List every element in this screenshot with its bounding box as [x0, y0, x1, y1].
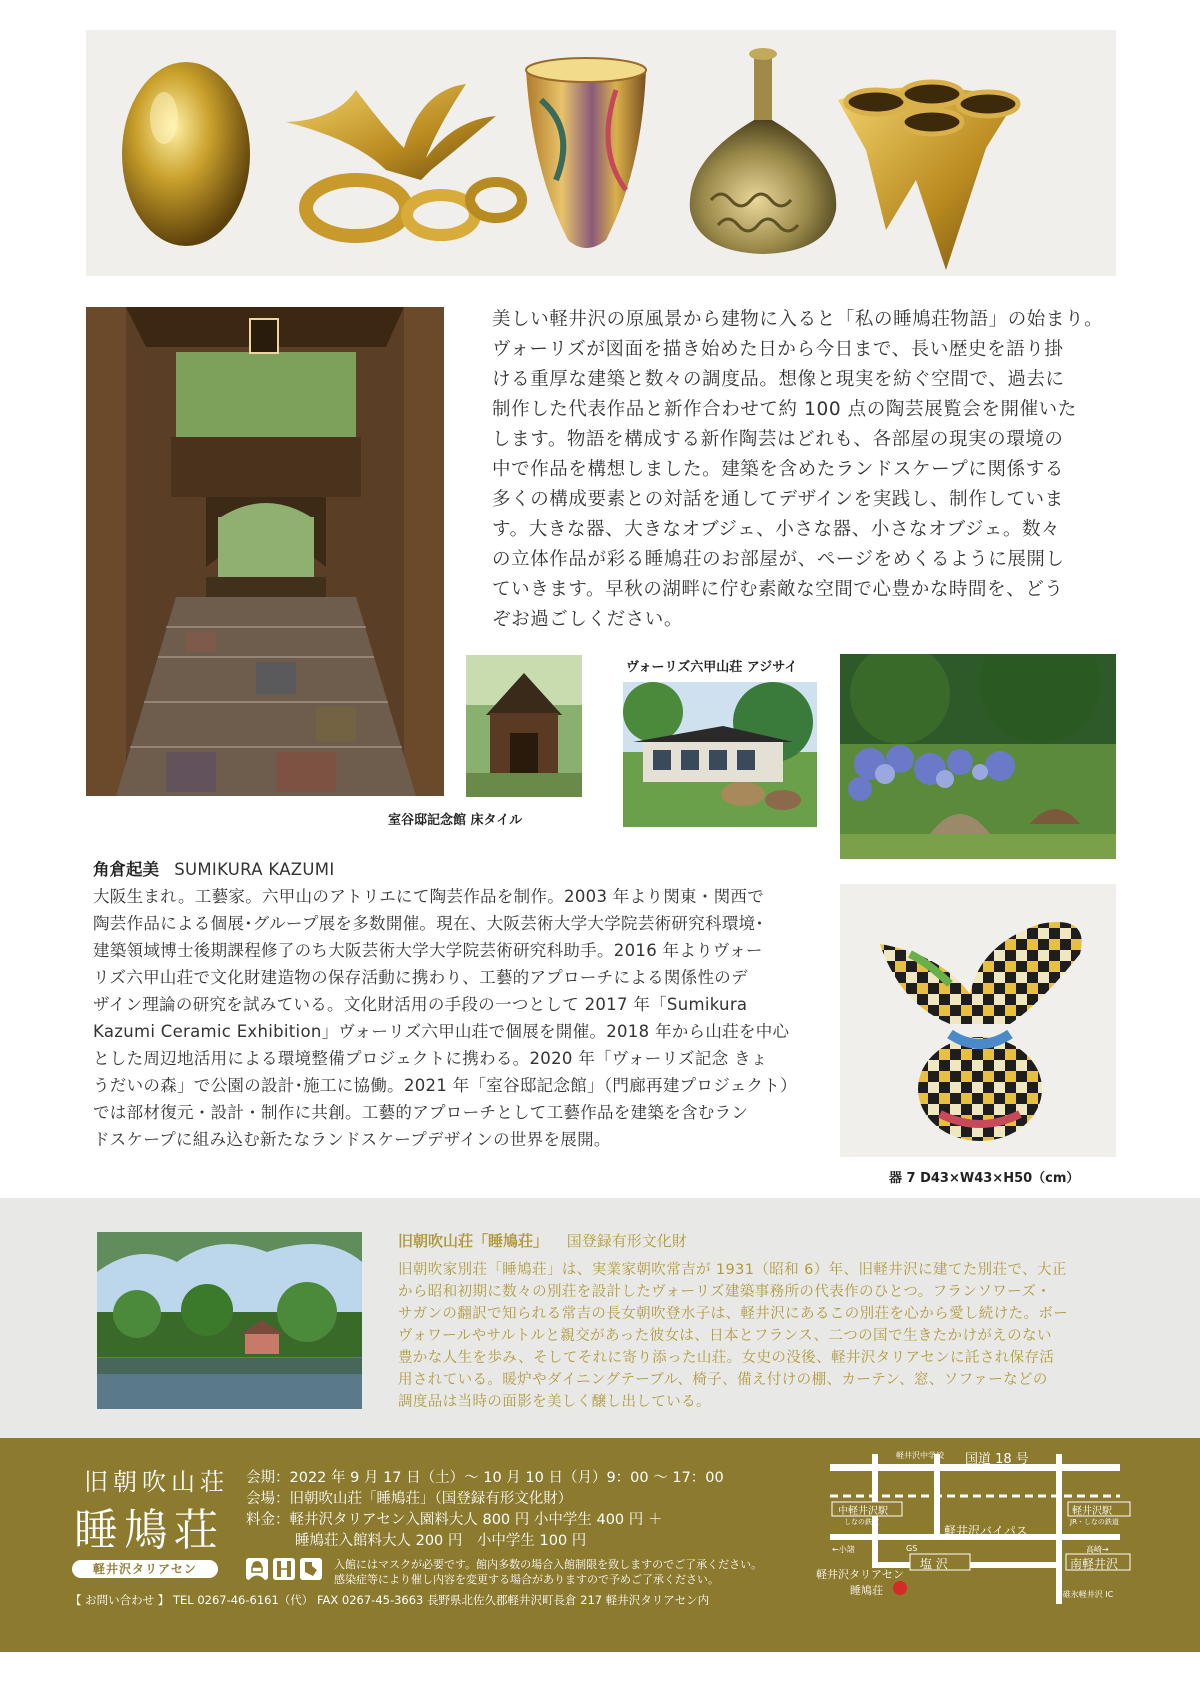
map-label: 軽井沢バイパス — [944, 1524, 1028, 1538]
intro-line: ていきます。早秋の湖畔に佇む素敵な空間で心豊かな時間を、どう — [492, 579, 1064, 600]
intro-line: ぞお過ごしください。 — [492, 609, 684, 630]
map-label: 中軽井沢駅 — [838, 1506, 888, 1517]
map-label: GS — [906, 1544, 918, 1553]
map-label: JR・しなの鉄道 — [1070, 1518, 1119, 1526]
hydrangea-caption: ヴォーリズ六甲山荘 アジサイ — [626, 660, 798, 675]
artist-name-jp: 角倉起美 — [93, 860, 159, 879]
villa-garden-photo — [623, 682, 817, 827]
artwork-photo — [840, 884, 1116, 1157]
ceramics-banner — [86, 30, 1116, 276]
map-label: 軽井沢タリアセン — [816, 1568, 904, 1581]
suikyuso-marker — [893, 1581, 907, 1595]
logo-small-text: 旧朝吹山荘 — [84, 1468, 229, 1496]
map-label: しなの鉄道 — [844, 1518, 879, 1526]
bio-line: とした周辺地活用による環境整備プロジェクトに携わる。2020 年「ヴォーリズ記念 きょ — [93, 1049, 768, 1068]
map-label: 睡鳩荘 — [850, 1584, 883, 1597]
mask-icon — [246, 1558, 268, 1580]
bio-line: では部材復元・設計・制作に共創。工藝的アプローチとして工藝作品を建築を含むラン — [93, 1103, 749, 1122]
ceramic-objects-illustration — [86, 30, 1116, 276]
villa-heading — [398, 1230, 687, 1251]
bio-line: リズ六甲山荘で文化財建造物の保存活動に携わり、工藝的アプローチによる関係性のデ — [93, 968, 748, 987]
intro-line: の立体作品が彩る睡鳩荘のお部屋が、ページをめくるように展開し — [492, 549, 1065, 570]
event-venue: 会場：旧朝吹山荘「睡鳩荘」（国登録有形文化財） — [246, 1491, 573, 1507]
building-photo — [466, 655, 582, 797]
bio-line: 大阪生まれ。工藝家。六甲山のアトリエにて陶芸作品を制作。2003 年より関東・関西で — [93, 887, 764, 906]
contact-info: 【 お問い合わせ 】 TEL 0267-46-6161（代） FAX 0267-45-3663 長野県北佐久郡軽井沢町長倉 217 軽井沢タリアセン内 — [70, 1593, 710, 1607]
bio-line: ドスケープに組み込む新たなランドスケープデザインの世界を展開。 — [93, 1130, 611, 1149]
bio-line: 陶芸作品による個展･グループ展を多数開催。現在、大阪芸術大学大学院芸術研究科環境･ — [93, 914, 764, 933]
intro-line: 多くの構成要素との対話を通してデザインを実践し、制作していま — [492, 489, 1064, 510]
artist-name-en: SUMIKURA KAZUMI — [174, 860, 335, 879]
bio-line: うだいの森」で公園の設計･施工に協働。2021 年「室谷邸記念館」（門廊再建プロジェクト） — [93, 1076, 797, 1095]
hydrangea-garden-photo — [840, 654, 1116, 859]
notice-line: 入館にはマスクが必要です。館内多数の場合入館制限を致しますのでご了承ください。 — [334, 1558, 763, 1571]
bio-line: Kazumi Ceramic Exhibition」ヴォーリズ六甲山荘で個展を開催。2018 年から山荘を中心 — [93, 1022, 790, 1041]
event-fee: 料金：軽井沢タリアセン入園料大人 800 円 小中学生 400 円 ＋ — [246, 1512, 663, 1528]
event-fee-line2: 睡鳩荘入館料大人 200 円 小中学生 100 円 — [295, 1533, 587, 1549]
bio-line: ザイン理論の研究を試みている。文化財活用の手段の一つとして 2017 年「Sumikura — [93, 995, 748, 1014]
multi-cone-vessel-icon — [838, 82, 1018, 270]
golden-egg-icon — [122, 62, 250, 246]
intro-line: 中で作品を構想しました。建築を含めたランドスケープに関係する — [492, 459, 1064, 480]
villa-title: 旧朝吹山荘「睡鳩荘」 — [398, 1232, 549, 1250]
distancing-icon — [273, 1558, 295, 1580]
villa-line: ヴォワールやサルトルと親交があった彼女は、日本とフランス、二つの国で生きたかけがえのない — [398, 1328, 1052, 1344]
bottle-vase-icon — [690, 48, 836, 254]
map-label: ←小諸 — [832, 1545, 855, 1554]
intro-line: す。大きな器、大きなオブジェ、小さな器、小さなオブジェ。数々 — [492, 519, 1061, 540]
artist-heading — [93, 856, 335, 880]
villa-line: 調度品は当時の面影を美しく醸し出している。 — [398, 1394, 711, 1410]
painted-cup-icon — [526, 58, 646, 248]
sanitize-icon — [300, 1558, 322, 1580]
map-label: ↓碓氷軽井沢 IC — [1056, 1590, 1114, 1599]
villa-subtitle: 国登録有形文化財 — [566, 1232, 687, 1250]
tile-caption: 室谷邸記念館 床タイル — [388, 813, 523, 828]
bio-line: 建築領域博士後期課程修了のち大阪芸術大学大学院芸術研究科助手。2016 年よりヴォー — [93, 941, 763, 960]
intro-line: します。物語を構成する新作陶芸はどれも、各部屋の現実の環境の — [492, 429, 1064, 450]
access-map — [816, 1450, 1145, 1610]
map-label: 南軽井沢 — [1070, 1557, 1119, 1571]
intro-line: ヴォーリズが図面を描き始めた日から今日まで、長い歴史を語り掛 — [492, 339, 1064, 360]
logo-big-text: 睡鳩荘 — [74, 1505, 224, 1556]
map-label: 軽井沢駅 — [1072, 1506, 1112, 1517]
map-label: 高崎→ — [1086, 1545, 1109, 1554]
villa-line: 旧朝吹家別荘「睡鳩荘」は、実業家朝吹常吉が 1931（昭和 6）年、旧軽井沢に建てた別荘で、大正 — [398, 1262, 1067, 1278]
villa-line: 用されている。暖炉やダイニングテーブル、椅子、備え付けの棚、カーテン、窓、ソファーなどの — [398, 1372, 1048, 1388]
logo-badge: 軽井沢タリアセン — [72, 1560, 218, 1578]
villa-line: から昭和初期に数々の別荘を設計したヴォーリズ建築事務所の代表作のひとつ。フランソワーズ・ — [398, 1284, 1052, 1300]
work-caption: 器 7 D43×W43×H50（cm） — [889, 1171, 1080, 1186]
map-label: 軽井沢中学校 — [896, 1451, 944, 1460]
notice-line: 感染症等により催し内容を変更する場合がありますので予めご了承ください。 — [334, 1573, 719, 1586]
tiled-corridor-photo — [86, 307, 444, 796]
villa-line: 豊かな人生を歩み、そしてそれに寄り添った山荘。女史の没後、軽井沢タリアセンに託され保存活 — [398, 1350, 1055, 1366]
intro-line: 制作した代表作品と新作合わせて約 100 点の陶芸展覧会を開催いた — [492, 399, 1077, 420]
intro-line: 美しい軽井沢の原風景から建物に入ると「私の睡鳩荘物語」の始まり。 — [492, 309, 1104, 330]
map-label: 塩 沢 — [920, 1557, 948, 1571]
map-label: 国道 18 号 — [965, 1452, 1029, 1467]
intro-line: ける重厚な建築と数々の調度品。想像と現実を紡ぐ空間で、過去に — [492, 369, 1065, 390]
villa-line: サガンの翻訳で知られる常吉の長女朝吹登水子は、軽井沢にあるこの別荘を心から愛し続けた。ボー — [398, 1306, 1069, 1322]
winged-sculpture-icon — [286, 84, 522, 236]
event-period: 会期：2022 年 9 月 17 日（土）～ 10 月 10 日（月）9：00 ～ 17：00 — [246, 1470, 724, 1486]
lake-villa-photo — [97, 1232, 362, 1409]
